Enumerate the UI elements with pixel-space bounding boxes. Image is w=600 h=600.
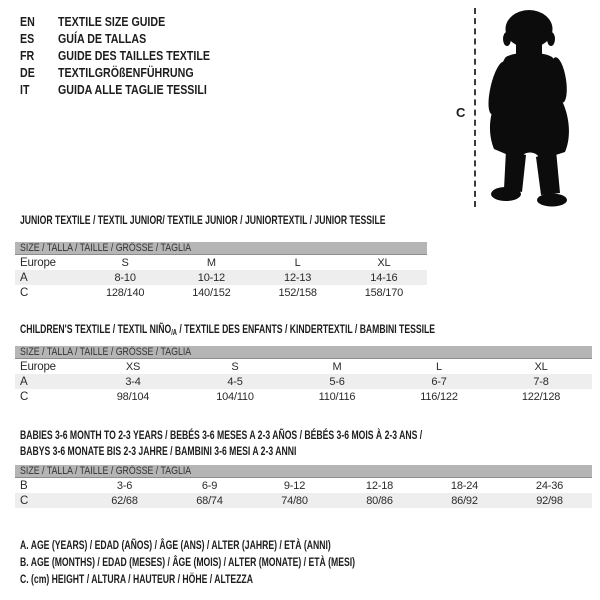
table-row [15,493,592,508]
table-cell: 4-5 [227,375,243,388]
table-cell: 18-24 [450,479,479,492]
table-cell: 74/80 [281,494,308,507]
table-cell: 152/158 [278,286,317,299]
table-cell: S [121,256,129,269]
title-subscript: /A [171,328,177,337]
language-title: TEXTILE SIZE GUIDE [58,14,166,29]
table-cell: 116/122 [420,390,458,403]
table-cell: 110/116 [318,390,356,403]
table-row [15,255,427,270]
row-label: Europe [20,360,56,373]
language-title: GUIDE DES TAILLES TEXTILE [58,48,211,63]
table-cell: 7-8 [533,375,549,388]
row-label: B [20,479,28,492]
table-row [15,285,427,300]
table-cell: S [231,360,239,373]
table-cell: L [294,256,301,269]
table-cell: 92/98 [536,494,563,507]
table-row [15,359,592,374]
language-title: GUÍA DE TALLAS [58,31,147,46]
table-row [15,478,592,493]
table-cell: 9-12 [283,479,306,492]
table-cell: 122/128 [521,390,561,403]
footnote-c: C. (cm) HEIGHT / ALTURA / HAUTEUR / HÖHE / ALTEZZA [20,571,253,586]
row-label: C [20,286,29,299]
table-cell: M [332,360,342,373]
table-cell: 128/140 [105,286,145,299]
table-cell: 5-6 [329,375,345,388]
height-measure-dashed-line [474,8,476,207]
row-label: C [20,494,29,507]
children-section-title: CHILDREN'S TEXTILE / TEXTIL $NIÑO_{/A}$ / TEXTILE DES ENFANTS / KINDERTEXTIL / BAMBINI TESSILE [20,322,436,337]
language-code: FR [20,48,35,63]
size-header-label: SIZE / TALLA / TAILLE / GRÖSSE / TAGLIA [20,346,192,358]
size-header-bar [15,346,592,359]
table-cell: 140/152 [192,286,231,299]
table-cell: 8-10 [114,271,136,284]
footnote-a: A. AGE (YEARS) / EDAD (AÑOS) / ÂGE (ANS) / ALTER (JAHRE) / ETÀ (ANNI) [20,537,331,552]
table-cell: 80/86 [366,494,393,507]
table-cell: 104/110 [216,390,254,403]
table-cell: 10-12 [197,271,225,284]
table-cell: XL [377,256,391,269]
size-header-label: SIZE / TALLA / TAILLE / GRÖSSE / TAGLIA [20,465,192,477]
language-code: EN [20,14,35,29]
junior-size-table [15,242,427,300]
table-cell: 68/74 [196,494,223,507]
language-code: IT [20,82,30,97]
table-cell: 6-7 [431,375,447,388]
children-size-table [15,346,592,404]
table-cell: 158/170 [364,286,404,299]
table-cell: 12-18 [365,479,394,492]
language-title: GUIDA ALLE TAGLIE TESSILI [58,82,207,97]
table-cell: M [206,256,216,269]
row-label: C [20,390,29,403]
table-cell: 62/68 [111,494,138,507]
table-cell: 12-13 [284,271,312,284]
table-cell: 14-16 [370,271,398,284]
language-row-en [20,13,243,30]
language-row-de [20,64,243,81]
height-label-c: C [456,105,466,120]
row-label: Europe [20,256,56,269]
footnote-b: B. AGE (MONTHS) / EDAD (MESES) / ÂGE (MOIS) / ALTER (MONATE) / ETÀ (MESI) [20,554,356,569]
babies-section-title: BABIES 3-6 MONTH TO 2-3 YEARS / BEBÉS 3-6 MESES A 2-3 AÑOS / BÉBÉS 3-6 MOIS À 2-3 ANS / BABYS 3-6 MONATE BIS 2-3 JAHRE / BAMBINI 3-6 MESI A 2-3 ANNI [20,428,423,458]
row-label: A [20,375,28,388]
table-cell: 24-36 [535,479,564,492]
table-cell: 98/104 [116,390,150,403]
language-code: DE [20,65,35,80]
table-cell: 6-9 [201,479,218,492]
language-row-it [20,81,243,98]
table-cell: 86/92 [451,494,478,507]
table-cell: L [436,360,442,373]
language-title: TEXTILGRÖßENFÜHRUNG [58,65,194,80]
language-header [20,13,243,98]
table-cell: 3-4 [125,375,141,388]
junior-section-title: JUNIOR TEXTILE / TEXTIL JUNIOR/ TEXTILE JUNIOR / JUNIORTEXTIL / JUNIOR TESSILE [20,213,386,227]
footnotes [20,536,485,587]
size-header-label: SIZE / TALLA / TAILLE / GRÖSSE / TAGLIA [20,242,192,254]
baby-silhouette-icon [482,8,574,208]
babies-size-table [15,465,592,508]
row-label: A [20,271,28,284]
language-row-fr [20,47,243,64]
table-cell: 3-6 [116,479,133,492]
table-row [15,389,592,404]
table-row [15,374,592,389]
table-row [15,270,427,285]
language-code: ES [20,31,35,46]
table-cell: XS [125,360,141,373]
size-header-bar [15,465,592,478]
table-cell: XL [534,360,548,373]
size-header-bar [15,242,427,255]
language-row-es [20,30,243,47]
